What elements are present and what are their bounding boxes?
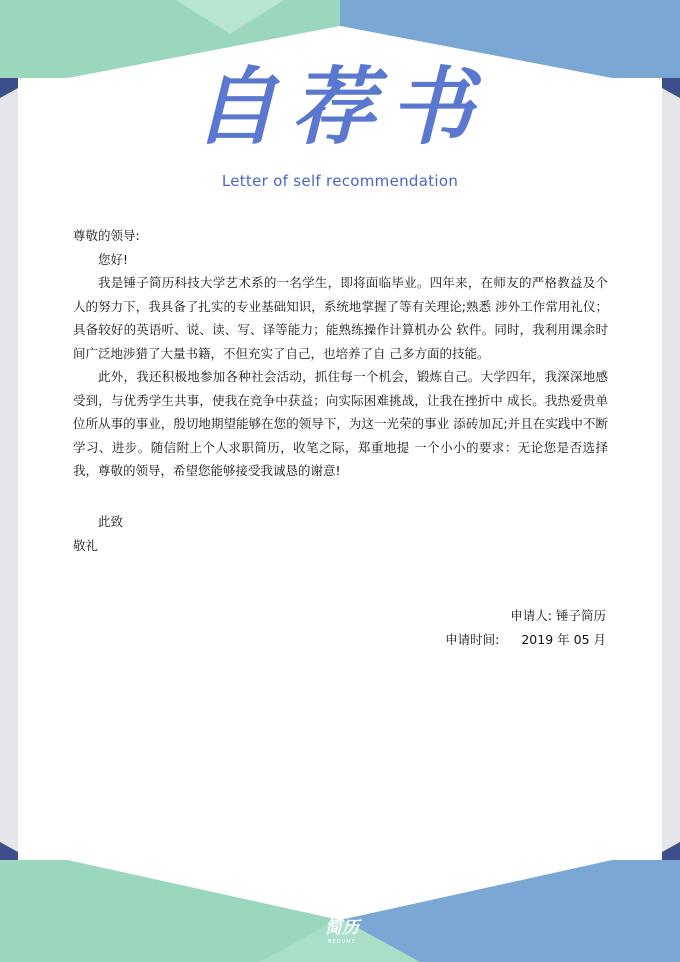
greeting: 您好! — [98, 251, 129, 267]
closing-line-1: 此致 — [98, 514, 124, 529]
brand-logo — [312, 917, 372, 945]
applicant-name: 锤子简历 — [555, 608, 606, 623]
letter-body — [73, 224, 608, 483]
closing — [73, 510, 123, 557]
date-line — [445, 628, 606, 652]
logo-text: 简历 — [325, 918, 359, 938]
paragraph-1: 我是锤子简历科技大学艺术系的一名学生，即将面临毕业。四年来，在师友的严格教益及个人的努力下，我具备了扎实的专业基础知识，系统地掌握了等有关理论;熟悉 涉外工作常用礼仪；具备较好的英语听、说、读、写、译等能力；能熟练操作计算机办公 软件。同时，我利用课余时间广泛地涉猎了大量书籍，不但充实了自己，也培养了自 己多方面的技能。 — [73, 275, 608, 361]
applicant-label: 申请人: — [510, 608, 552, 623]
date-value: 2019 年 05 月 — [521, 632, 606, 647]
logo-subtext: BEDUME — [328, 939, 356, 945]
applicant-line — [445, 604, 606, 628]
salutation: 尊敬的领导: — [73, 228, 140, 243]
title-chinese: 自荐书 — [192, 57, 487, 156]
signature-block — [445, 604, 606, 652]
date-label: 申请时间: — [445, 632, 500, 647]
paragraph-2: 此外，我还积极地参加各种社会活动，抓住每一个机会，锻炼自己。大学四年，我深深地感受到，与优秀学生共事，使我在竞争中获益；向实际困难挑战，让我在挫折中 成长。我热爱贵单位所从事的事业，殷切地期望能够在您的领导下，为这一光荣的事业 添砖加瓦;并且在实践中不断学习、进步。随信附上个人求职简历，收笔之际，郑重地提 一个小小的要求：无论您是否选择我，尊敬的领导，希望您能够接受我诚恳的谢意! — [73, 369, 608, 478]
closing-line-2: 敬礼 — [73, 537, 99, 553]
title-english: Letter of self recommendation — [221, 172, 459, 190]
